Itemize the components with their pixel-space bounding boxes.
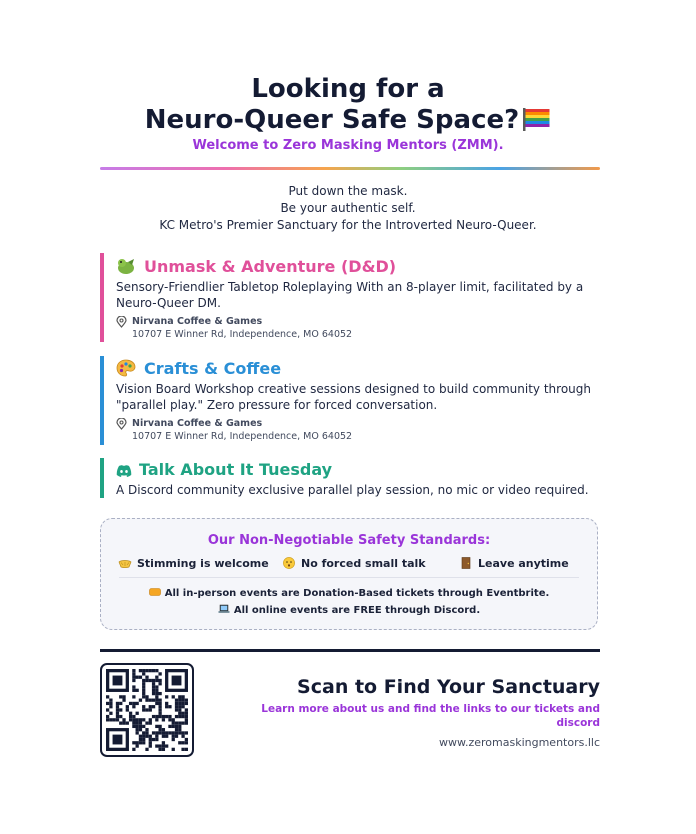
standard-label: Stimming is welcome [137,557,269,570]
event-note [101,604,597,616]
event-description: Sensory-Friendlier Tabletop Roleplaying With an 8-player limit, facilitated by a Neuro-Queer DM. [116,280,584,310]
intro-line: KC Metro's Premier Sanctuary for the Introverted Neuro-Queer. [159,218,537,232]
hushed-face-icon [282,557,296,569]
intro-line: Put down the mask. [288,184,408,198]
event-title-text: Crafts & Coffee [144,359,282,378]
standard-item [118,557,269,570]
divider [119,577,579,578]
dragon-icon [116,257,136,275]
standard-item [282,557,426,570]
note-text: All online events are FREE through Discord. [233,605,481,616]
hand-icon [118,557,132,569]
safety-standards-box [100,518,598,630]
standard-item [459,557,569,570]
event-discord [100,458,600,498]
event-title [116,257,396,276]
intro-line: Be your authentic self. [280,201,416,215]
note-text: All in-person events are Donation-Based tickets through Eventbrite. [164,588,550,599]
page-title-line1: Looking for a [251,74,445,104]
ticket-icon [149,587,161,597]
event-title [116,460,332,481]
page-subtitle: Welcome to Zero Masking Mentors (ZMM). [192,138,504,153]
accent-bar [100,458,104,498]
location-address: 10707 E Winner Rd, Independence, MO 64052 [132,329,353,340]
accent-bar [100,253,104,342]
event-crafts [100,356,600,445]
standard-label: No forced small talk [301,557,426,570]
intro-text [0,183,696,234]
qr-code-image [106,669,188,751]
footer-divider [100,649,600,652]
event-description: Vision Board Workshop creative sessions designed to build community through "parallel play." Zero pressure for forced conversation. [116,382,591,412]
scan-title: Scan to Find Your Sanctuary [297,676,600,698]
qr-code[interactable] [100,663,194,757]
website-url[interactable]: www.zeromaskingmentors.llc [438,736,600,749]
palette-icon [116,359,136,377]
location-name: Nirvana Coffee & Games [132,418,263,429]
event-dnd [100,253,600,342]
scan-subtitle: Learn more about us and find the links to our tickets and discord [261,703,600,729]
safety-title: Our Non-Negotiable Safety Standards: [207,533,491,548]
door-icon [459,557,473,569]
location-pin-icon [116,418,127,430]
accent-bar [100,356,104,445]
standard-label: Leave anytime [478,557,569,570]
gradient-divider [100,167,600,170]
event-note [101,587,597,599]
discord-icon [116,463,132,481]
event-title-text: Talk About It Tuesday [139,460,333,479]
event-description: A Discord community exclusive parallel play session, no mic or video required. [116,483,589,497]
location-address: 10707 E Winner Rd, Independence, MO 64052 [132,431,353,442]
event-title [116,359,281,378]
rainbow-flag-icon [522,107,551,131]
page-title-line2 [0,104,696,136]
event-title-text: Unmask & Adventure (D&D) [144,257,397,276]
laptop-icon [218,604,230,614]
location-pin-icon [116,316,127,328]
page-title-text: Neuro-Queer Safe Space? [144,105,520,135]
location-name: Nirvana Coffee & Games [132,316,263,327]
